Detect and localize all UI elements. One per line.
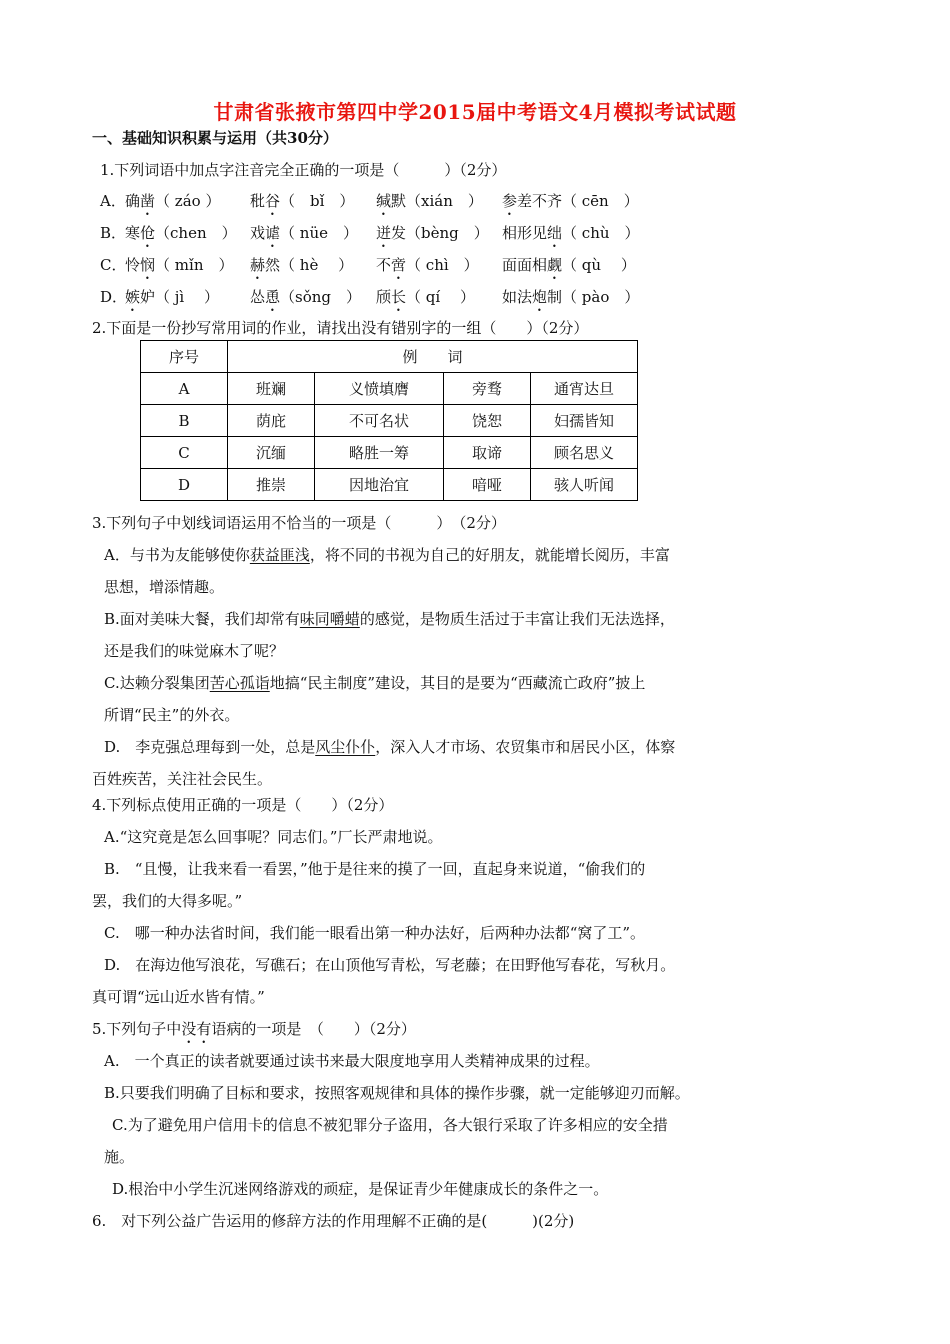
option-word bbox=[376, 287, 475, 315]
option-4b-line2: 罢，我们的大得多呢。” bbox=[92, 892, 243, 910]
text: ，深入人才市场、农贸集市和居民小区，体察 bbox=[375, 738, 676, 756]
word-cell: 旁骛 bbox=[444, 373, 531, 405]
option-word bbox=[502, 191, 639, 219]
pinyin-text: （ mǐn ） bbox=[155, 256, 234, 274]
word-part: 不 bbox=[376, 256, 392, 274]
dotted-character: 悯 bbox=[140, 256, 156, 274]
option-3a-line1 bbox=[104, 545, 670, 565]
pinyin-text: （ záo ） bbox=[155, 192, 221, 210]
option-word bbox=[125, 223, 237, 251]
emphasis-dot-text: 没有 bbox=[181, 1020, 212, 1038]
option-3b-line1 bbox=[104, 609, 675, 629]
option-word bbox=[250, 255, 353, 283]
question-3-stem: 3.下列句子中划线词语运用不恰当的一项是（ ） （2分） bbox=[92, 514, 506, 532]
word-cell: 饶恕 bbox=[444, 405, 531, 437]
table-row bbox=[141, 405, 638, 437]
option-word bbox=[125, 287, 219, 315]
word-part: 相形见 bbox=[502, 224, 548, 242]
header-cell: 例 词 bbox=[228, 341, 638, 373]
option-4c: C. 哪一种办法省时间，我们能一眼看出第一种办法好，后两种办法都“窝了工”。 bbox=[104, 924, 646, 942]
option-label: B． bbox=[100, 224, 127, 242]
question-4-stem: 4.下列标点使用正确的一项是（ ）（2分） bbox=[92, 796, 394, 814]
dotted-character: 炮 bbox=[532, 288, 548, 306]
word-cell: 略胜一筹 bbox=[315, 437, 444, 469]
dotted-character: 绌 bbox=[547, 224, 563, 242]
pinyin-text: 制（ pào ） bbox=[547, 288, 640, 306]
underlined-phrase: 苦心孤诣 bbox=[209, 674, 270, 692]
dotted-character: 参 bbox=[502, 192, 518, 210]
pinyin-text: 然（ hè ） bbox=[265, 256, 354, 274]
word-cell: 骇人听闻 bbox=[531, 469, 638, 501]
pinyin-text: （ bǐ ） bbox=[280, 192, 355, 210]
word-part: 怜 bbox=[125, 256, 141, 274]
document-title: 甘肃省张掖市第四中学2015届中考语文4月模拟考试试题 bbox=[213, 100, 737, 124]
word-cell: 不可名状 bbox=[315, 405, 444, 437]
option-word bbox=[376, 191, 483, 219]
option-4d-line1: D. 在海边他写浪花，写礁石；在山顶他写青松，写老藤；在田野他写春花，写秋月。 bbox=[104, 956, 676, 974]
text: B.面对美味大餐，我们却常有 bbox=[104, 610, 300, 628]
word-cell: 取谛 bbox=[444, 437, 531, 469]
row-label-cell: A bbox=[141, 373, 228, 405]
option-5b: B.只要我们明确了目标和要求，按照客观规律和具体的操作步骤，就一定能够迎刃而解。 bbox=[104, 1084, 690, 1102]
word-part: 寒 bbox=[125, 224, 141, 242]
dotted-character: 恿 bbox=[265, 288, 281, 306]
option-3a-line2: 思想，增添情趣。 bbox=[104, 578, 225, 596]
word-part: 颀 bbox=[376, 288, 392, 306]
word-cell: 义愤填膺 bbox=[315, 373, 444, 405]
option-word bbox=[250, 191, 354, 219]
pinyin-text: （ qù ） bbox=[562, 256, 636, 274]
word-cell: 班斓 bbox=[228, 373, 315, 405]
word-cell: 顾名思义 bbox=[531, 437, 638, 469]
question-5-stem bbox=[92, 1019, 416, 1047]
text: 语病的一项是 （ ）（2分） bbox=[211, 1020, 416, 1038]
row-label-cell: B bbox=[141, 405, 228, 437]
text: 地搞“民主制度”建设，其目的是要为“西藏流亡政府”披上 bbox=[269, 674, 646, 692]
table-row bbox=[141, 437, 638, 469]
option-4d-line2: 真可谓“远山近水皆有情。” bbox=[92, 988, 265, 1006]
word-cell: 喑哑 bbox=[444, 469, 531, 501]
option-label: D． bbox=[100, 288, 128, 306]
text: ，将不同的书视为自己的好朋友，就能增长阅历，丰富 bbox=[309, 546, 670, 564]
text: A．与书为友能够使你 bbox=[104, 546, 250, 564]
text: D. 李克强总理每到一处，总是 bbox=[104, 738, 316, 756]
question-6-stem: 6. 对下列公益广告运用的修辞方法的作用理解不正确的是( )(2分) bbox=[92, 1212, 575, 1230]
option-word bbox=[502, 255, 636, 283]
table-row bbox=[141, 373, 638, 405]
row-label-cell: D bbox=[141, 469, 228, 501]
word-part: 怂 bbox=[250, 288, 266, 306]
dotted-character: 凿 bbox=[140, 192, 156, 210]
dotted-character: 啻 bbox=[391, 256, 407, 274]
dotted-character: 谷 bbox=[265, 192, 281, 210]
dotted-character: 觑 bbox=[547, 256, 563, 274]
dotted-character: 嫉 bbox=[125, 288, 141, 306]
option-word bbox=[502, 287, 639, 315]
question-1-stem: 1.下列词语中加点字注音完全正确的一项是（ ）（2分） bbox=[100, 161, 507, 179]
option-word bbox=[376, 223, 489, 251]
option-5a: A. 一个真正的读者就要通过读书来最大限度地享用人类精神成果的过程。 bbox=[104, 1052, 600, 1070]
word-cell: 通宵达旦 bbox=[531, 373, 638, 405]
dotted-character: 谑 bbox=[265, 224, 281, 242]
dotted-character: 缄 bbox=[376, 192, 392, 210]
section-heading: 一、基础知识积累与运用（共30分） bbox=[92, 129, 338, 147]
option-word bbox=[125, 191, 220, 219]
option-5c-line2: 施。 bbox=[104, 1148, 135, 1166]
underlined-phrase: 风尘仆仆 bbox=[315, 738, 376, 756]
option-3d-line1 bbox=[104, 737, 675, 757]
option-5c-line1: C.为了避免用户信用卡的信息不被犯罪分子盗用，各大银行采取了许多相应的安全措 bbox=[112, 1116, 668, 1134]
option-word bbox=[376, 255, 479, 283]
pinyin-text: 妒（ jì ） bbox=[140, 288, 220, 306]
option-3d-line2: 百姓疾苦，关注社会民生。 bbox=[92, 770, 273, 788]
option-5d: D.根治中小学生沉迷网络游戏的顽症，是保证青少年健康成长的条件之一。 bbox=[112, 1180, 609, 1198]
pinyin-text: 发（bèng ） bbox=[391, 224, 489, 242]
option-4b-line1: B. “且慢，让我来看一看罢，”他于是往来的摸了一回，直起身来说道，“偷我们的 bbox=[104, 860, 646, 878]
word-cell: 因地治宜 bbox=[315, 469, 444, 501]
option-3c-line2: 所谓“民主”的外衣。 bbox=[104, 706, 240, 724]
pinyin-text: （ nüe ） bbox=[280, 224, 358, 242]
pinyin-text: （ qí ） bbox=[406, 288, 475, 306]
table-row bbox=[141, 469, 638, 501]
option-word bbox=[502, 223, 640, 251]
text: 5.下列句子中 bbox=[92, 1020, 182, 1038]
pinyin-text: 默（xián ） bbox=[391, 192, 483, 210]
word-part: 秕 bbox=[250, 192, 266, 210]
pinyin-text: （ chì ） bbox=[406, 256, 479, 274]
pinyin-text: （chen ） bbox=[155, 224, 237, 242]
word-part: 确 bbox=[125, 192, 141, 210]
word-cell: 沉缅 bbox=[228, 437, 315, 469]
dotted-character: 赫 bbox=[250, 256, 266, 274]
word-cell: 荫庇 bbox=[228, 405, 315, 437]
row-label-cell: C bbox=[141, 437, 228, 469]
option-word bbox=[125, 255, 233, 283]
option-word bbox=[250, 287, 361, 315]
word-part: 如法 bbox=[502, 288, 533, 306]
underlined-phrase: 味同嚼蜡 bbox=[299, 610, 360, 628]
question-2-stem: 2.下面是一份抄写常用词的作业，请找出没有错别字的一组（ ）（2分） bbox=[92, 319, 589, 337]
word-part: 戏 bbox=[250, 224, 266, 242]
dotted-character: 长 bbox=[391, 288, 407, 306]
word-cell: 推崇 bbox=[228, 469, 315, 501]
option-word bbox=[250, 223, 358, 251]
option-label: C． bbox=[100, 256, 127, 274]
option-4a: A.“这究竟是怎么回事呢？同志们。”厂长严肃地说。 bbox=[104, 828, 443, 846]
header-cell: 序号 bbox=[141, 341, 228, 373]
word-cell: 妇孺皆知 bbox=[531, 405, 638, 437]
word-table bbox=[140, 340, 638, 501]
word-table-header bbox=[141, 341, 638, 373]
pinyin-text: 差不齐（ cēn ） bbox=[517, 192, 639, 210]
option-label: A． bbox=[100, 192, 126, 210]
pinyin-text: （sǒng ） bbox=[280, 288, 362, 306]
option-3c-line1 bbox=[104, 673, 645, 693]
underlined-phrase: 获益匪浅 bbox=[249, 546, 310, 564]
option-3b-line2: 还是我们的味觉麻木了呢？ bbox=[104, 642, 285, 660]
text: C.达赖分裂集团 bbox=[104, 674, 210, 692]
dotted-character: 迸 bbox=[376, 224, 392, 242]
pinyin-text: （ chù ） bbox=[562, 224, 640, 242]
word-part: 面面相 bbox=[502, 256, 548, 274]
dotted-character: 伧 bbox=[140, 224, 156, 242]
text: 的感觉，是物质生活过于丰富让我们无法选择， bbox=[359, 610, 675, 628]
